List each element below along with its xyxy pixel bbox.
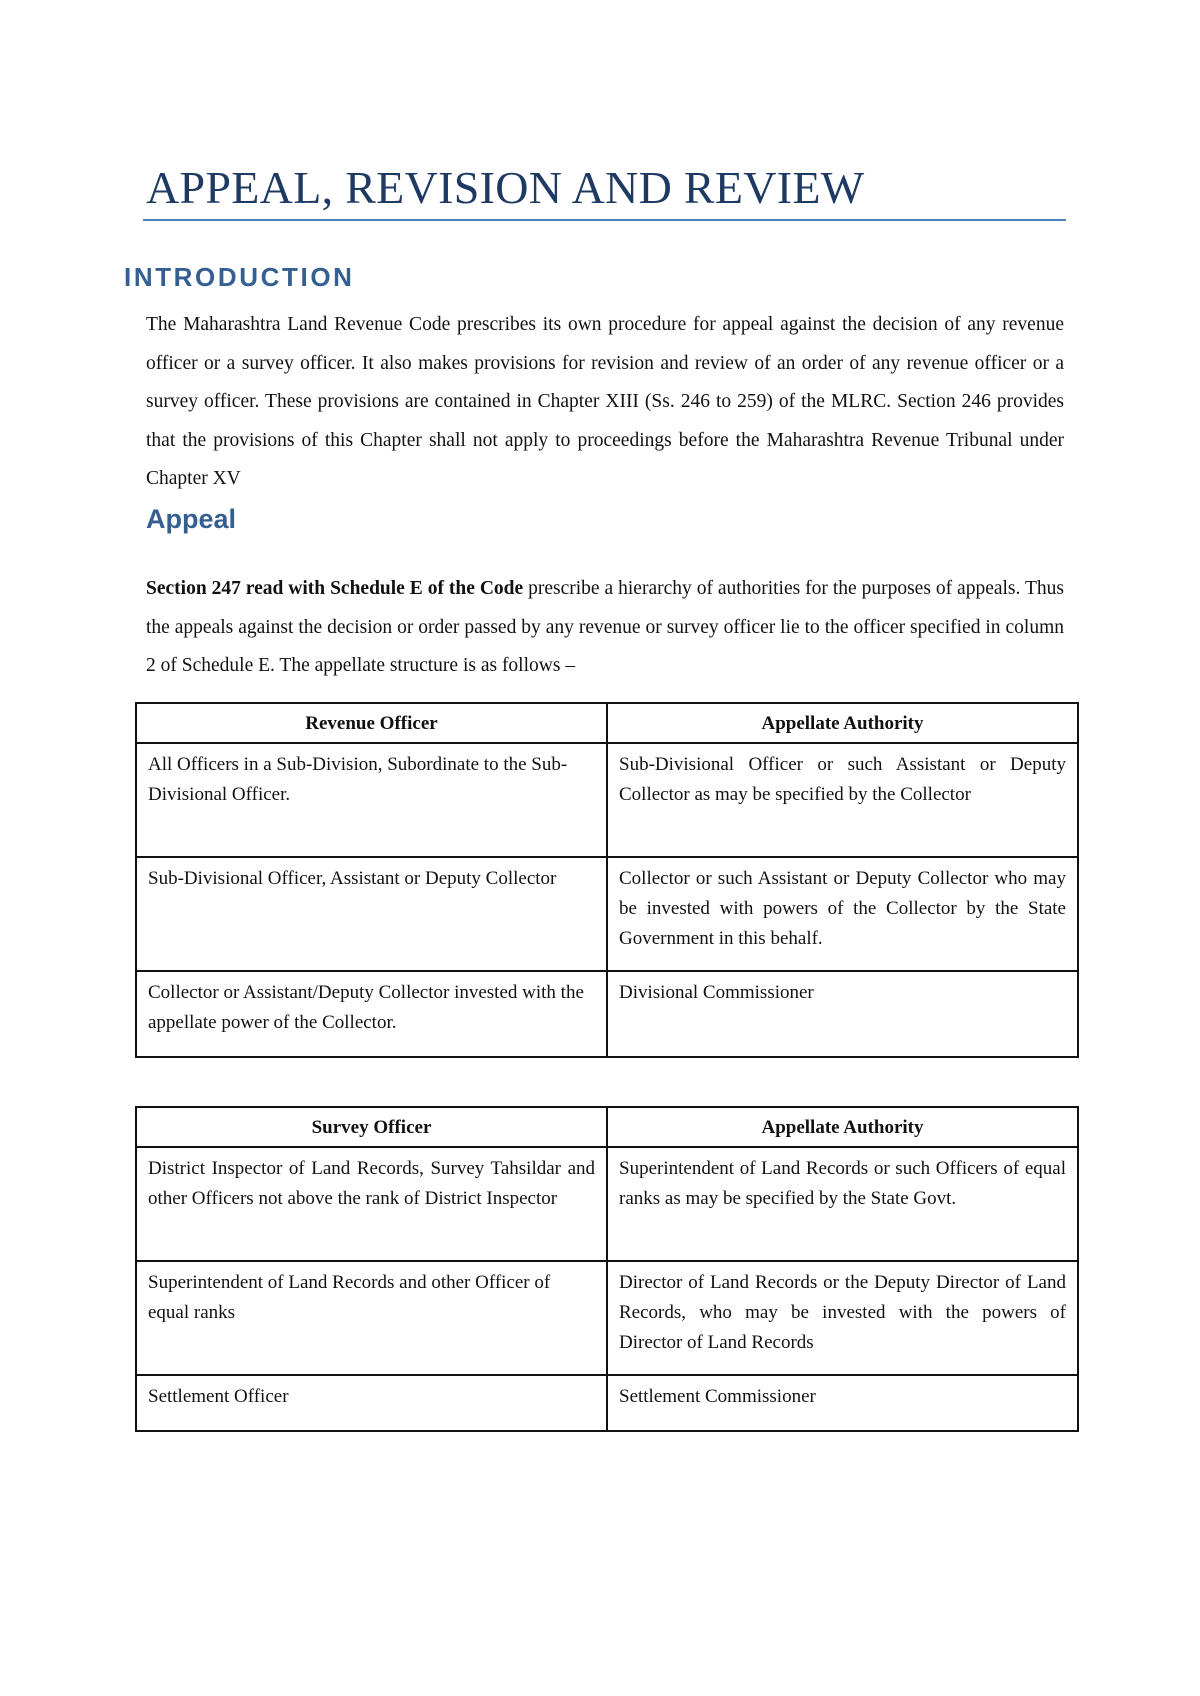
revenue-appellate-table bbox=[135, 702, 1079, 1058]
introduction-paragraph: The Maharashtra Land Revenue Code prescribes its own procedure for appeal against the decision of any revenue officer or a survey officer. It also makes provisions for revision and review of an order of any revenue officer or a survey officer. These provisions are contained in Chapter XIII (Ss. 246 to 259) of the MLRC. Section 246 provides that the provisions of this Chapter shall not apply to proceedings before the Maharashtra Revenue Tribunal under Chapter XV bbox=[146, 314, 1064, 489]
table-row bbox=[136, 857, 1078, 971]
table-cell: All Officers in a Sub-Division, Subordinate to the Sub-Divisional Officer. bbox=[136, 743, 607, 857]
table-header: Appellate Authority bbox=[607, 703, 1078, 743]
table-cell: Sub-Divisional Officer, Assistant or Deputy Collector bbox=[136, 857, 607, 971]
table-row bbox=[136, 1261, 1078, 1375]
appeal-heading: Appeal bbox=[146, 504, 237, 534]
table-cell: Superintendent of Land Records or such Officers of equal ranks as may be specified by the State Govt. bbox=[607, 1147, 1078, 1261]
survey-appellate-table bbox=[135, 1106, 1079, 1432]
table-cell: Sub-Divisional Officer or such Assistant or Deputy Collector as may be specified by the Collector bbox=[607, 743, 1078, 857]
table-cell: Divisional Commissioner bbox=[607, 971, 1078, 1057]
introduction-heading: INTRODUCTION bbox=[124, 262, 355, 292]
table-cell: Superintendent of Land Records and other Officer of equal ranks bbox=[136, 1261, 607, 1375]
table-cell: Settlement Officer bbox=[136, 1375, 607, 1431]
table-row bbox=[136, 1375, 1078, 1431]
table-row bbox=[136, 971, 1078, 1057]
page-title: APPEAL, REVISION AND REVIEW bbox=[146, 162, 865, 213]
appeal-paragraph-text: prescribe a hierarchy of authorities for the purposes of appeals. Thus the appeals against the decision or order passed by any revenue or survey officer lie to the officer specified in column 2 of Schedule E. The appellate structure is as follows – bbox=[146, 578, 1064, 676]
table-cell: Director of Land Records or the Deputy Director of Land Records, who may be invested with the powers of Director of Land Records bbox=[607, 1261, 1078, 1375]
table-header: Revenue Officer bbox=[136, 703, 607, 743]
table-header: Appellate Authority bbox=[607, 1107, 1078, 1147]
title-underline bbox=[143, 219, 1066, 221]
table-row bbox=[136, 1147, 1078, 1261]
table-cell: Collector or such Assistant or Deputy Collector who may be invested with powers of the Collector by the State Government in this behalf. bbox=[607, 857, 1078, 971]
table-cell: District Inspector of Land Records, Survey Tahsildar and other Officers not above the rank of District Inspector bbox=[136, 1147, 607, 1261]
table-row bbox=[136, 743, 1078, 857]
table-cell: Settlement Commissioner bbox=[607, 1375, 1078, 1431]
table-cell: Collector or Assistant/Deputy Collector invested with the appellate power of the Collector. bbox=[136, 971, 607, 1057]
appeal-paragraph-bold: Section 247 read with Schedule E of the Code bbox=[146, 578, 524, 599]
table-header: Survey Officer bbox=[136, 1107, 607, 1147]
appeal-paragraph bbox=[146, 570, 1064, 686]
